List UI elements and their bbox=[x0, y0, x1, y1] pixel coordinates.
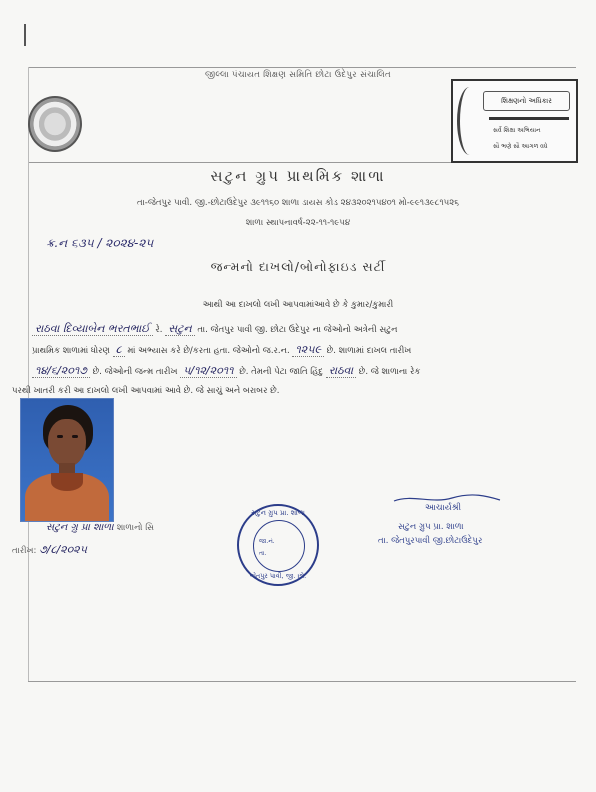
standard-value: ૮ bbox=[113, 343, 125, 357]
body-line-3 bbox=[32, 364, 420, 378]
line2-mid: માં અભ્યાસ કરે છે/કરતા હતા. જેઓનો જ.ર.ન. bbox=[127, 346, 290, 356]
round-stamp-line2: તા. bbox=[259, 550, 267, 557]
page-mark bbox=[24, 24, 26, 46]
student-photo bbox=[20, 398, 114, 522]
birth-date: ૫/૧૨/૨૦૧૧ bbox=[180, 364, 236, 378]
school-address: તા-જેતપુર પાવી. જી.-છોટાઉદેપુર ૩૯૧૧૬૦ શાળા ડાયસ કોડ ૨૪૩૨૦૨૧૫૪૦૧ મો-૯૯૧૩૯૮૧૫૨૬ bbox=[137, 198, 459, 208]
child-figure-icon bbox=[457, 87, 482, 155]
caste-value: રાઠવા bbox=[326, 364, 356, 378]
gr-number: ૧૨૫૯ bbox=[292, 343, 324, 357]
document-title: જન્મનો દાખલો/બોનોફાઇડ સર્ટી bbox=[210, 259, 386, 274]
bottom-rule bbox=[28, 681, 576, 682]
rte-logo-title: શિક્ષણનો અધિકાર bbox=[483, 91, 570, 111]
org-line: જીલ્લા પંચાયત શિક્ષણ સમિતિ છોટા ઉદેપુર સંચાલિત bbox=[205, 70, 391, 80]
student-name: રાઠવા દિવ્યાબેન ભરતભાઈ bbox=[32, 322, 153, 336]
line3-mid2: છે. તેમની પેટા જાતિ હિંદુ bbox=[239, 367, 324, 377]
line2-pre: પ્રાથમિક શાળામાં ધોરણ bbox=[32, 346, 110, 356]
round-school-stamp bbox=[237, 504, 319, 586]
village-name: સટુન bbox=[165, 322, 195, 336]
rte-logo-box bbox=[451, 79, 578, 163]
intro-text: આથી આ દાખલો લખી આપવામાંઆવે છે કે કુમાર/કુમારી bbox=[202, 300, 394, 310]
body-line-4: પરથી ખાતરી કરી આ દાખલો લખી આપવામાં આવે છે. જે સાચું અને બરાબર છે. bbox=[12, 386, 280, 396]
line1-tail: તા. જેતપુર પાવી જી. છોટા ઉદેપુર ના જેઓનો અત્રેની સટુન bbox=[197, 325, 398, 335]
school-name-handwritten: સટુન ગ્રુ પ્રા શાળા bbox=[46, 522, 114, 533]
rte-logo-line1: સર્વે શિક્ષા અભિયાન bbox=[493, 127, 541, 134]
line2-tail: છે. શાળામાં દાખલ તારીખ bbox=[326, 346, 412, 356]
admission-date: ૧૪/૬/૨૦૧૭ bbox=[32, 364, 90, 378]
left-border bbox=[28, 67, 29, 681]
school-seal-label: શાળાનો સિ bbox=[116, 523, 155, 533]
principal-title: આચાર્યશ્રી bbox=[425, 503, 462, 513]
round-stamp-line1: જા.નં. bbox=[259, 538, 275, 545]
round-stamp-bottom: જેતપુર પાવી, જી. છો. bbox=[249, 572, 307, 580]
issue-date bbox=[12, 543, 87, 557]
date-value: ૭/૮/૨૦૨૫ bbox=[39, 543, 87, 556]
serial-number: ક્ર.ન ૬૩૫ / ૨૦૨૪-૨૫ bbox=[46, 236, 154, 250]
school-established: શાળા સ્થાપનાવર્ષ-૨૨-૧૧-૧૯૫૪ bbox=[245, 218, 351, 228]
emblem-icon bbox=[28, 96, 82, 152]
line1-mid: રે. bbox=[155, 325, 163, 335]
body-line-2 bbox=[32, 343, 411, 357]
principal-stamp-line1: સટુન ગ્રુપ પ્રા. શાળા bbox=[398, 522, 464, 532]
round-stamp-top: સટુન ગ્રુપ પ્રા. શાળા bbox=[250, 509, 306, 517]
top-rule bbox=[28, 67, 576, 68]
school-signature-line bbox=[46, 522, 154, 533]
rte-logo-line2: સૌ ભણે સૌ આગળ વધે bbox=[493, 143, 548, 150]
pencil-icon bbox=[489, 117, 569, 120]
principal-stamp-line2: તા. જેતપુરપાવી જી.છોટાઉદેપુર bbox=[378, 536, 483, 546]
line3-tail: છે. જે શાળાના રેક bbox=[358, 367, 421, 377]
line3-mid: છે. જેઓની જન્મ તારીખ bbox=[92, 367, 178, 377]
body-line-1 bbox=[32, 322, 398, 336]
date-label: તારીખ: bbox=[12, 546, 37, 556]
school-title: સટુન ગ્રુપ પ્રાથમિક શાળા bbox=[210, 167, 386, 185]
